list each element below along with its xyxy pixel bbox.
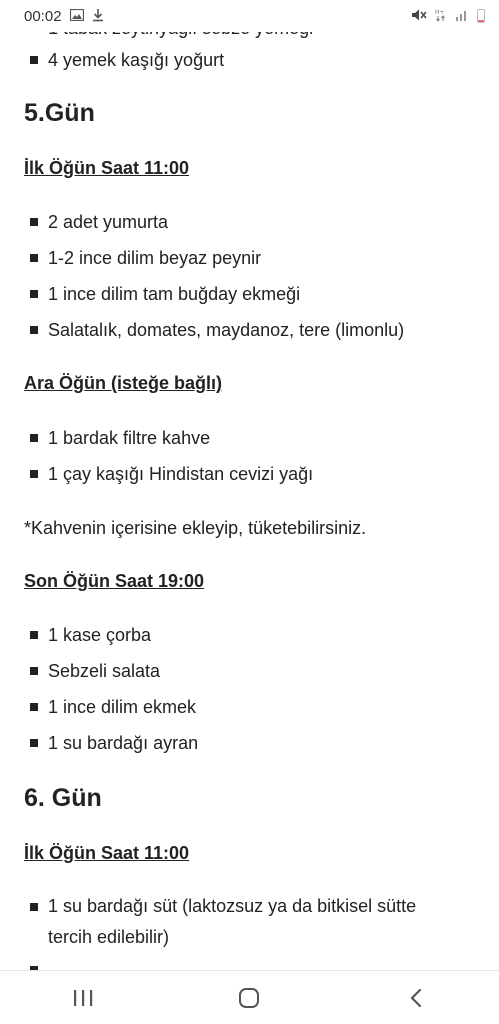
list-item: 1 kase çorba <box>30 623 470 647</box>
list-item: 1 çay kaşığı Hindistan cevizi yağı <box>30 462 470 486</box>
bullet <box>30 667 38 675</box>
snack-note: *Kahvenin içerisine ekleyip, tüketebilirsiniz. <box>24 518 367 538</box>
day-6-meal-1-heading: İlk Öğün Saat 11:00 <box>24 843 190 863</box>
signal-icon <box>455 9 469 23</box>
list-item: 1-2 ince dilim beyaz peynir <box>30 246 470 270</box>
list-item: 1 ince dilim tam buğday ekmeği <box>30 282 470 306</box>
list-item: 1 bardak filtre kahve <box>30 426 470 450</box>
recent-apps-icon <box>72 989 94 1007</box>
bullet <box>30 739 38 747</box>
bullet <box>30 290 38 298</box>
bullet <box>30 326 38 334</box>
day-6-title: 6. Gün <box>24 784 102 812</box>
data-connection-icon <box>435 8 447 24</box>
status-bar <box>0 0 499 32</box>
status-bar-left <box>24 8 104 25</box>
battery-level <box>478 20 484 22</box>
home-button[interactable] <box>219 978 279 1018</box>
bullet <box>30 218 38 226</box>
list-item: 1 su bardağı ayran <box>30 731 470 755</box>
list-item: 1 ince dilim ekmek <box>30 695 470 719</box>
list-item: 4 yemek kaşığı yoğurt <box>30 48 470 72</box>
back-icon <box>408 988 424 1008</box>
image-notification-icon <box>70 9 84 23</box>
status-time: 00:02 <box>24 7 62 25</box>
bullet <box>30 703 38 711</box>
battery-icon <box>477 9 485 23</box>
back-button[interactable] <box>386 978 446 1018</box>
day-5-title: 5.Gün <box>24 99 95 127</box>
day-5-meal-2-heading: Son Öğün Saat 19:00 <box>24 571 205 591</box>
mute-icon <box>411 8 427 24</box>
navigation-bar <box>0 970 499 1024</box>
list-item: 2 adet yumurta <box>30 210 470 234</box>
svg-text:H+: H+ <box>435 9 445 16</box>
bullet <box>30 903 38 911</box>
list-item: 1 su bardağı süt (laktozsuz ya da bitkisel sütte tercih edilebilir) <box>30 891 455 953</box>
bullet <box>30 434 38 442</box>
status-bar-right <box>411 8 485 24</box>
bullet <box>30 470 38 478</box>
day-5-meal-1-heading: İlk Öğün Saat 11:00 <box>24 158 190 178</box>
bullet <box>30 254 38 262</box>
download-notification-icon <box>92 8 104 24</box>
recent-apps-button[interactable] <box>53 978 113 1018</box>
bullet <box>30 56 38 64</box>
list-item: Salatalık, domates, maydanoz, tere (limonlu) <box>30 318 470 342</box>
bullet <box>30 631 38 639</box>
day-5-snack-heading: Ara Öğün (isteğe bağlı) <box>24 373 223 393</box>
list-item: Sebzeli salata <box>30 659 470 683</box>
home-icon <box>238 987 260 1009</box>
